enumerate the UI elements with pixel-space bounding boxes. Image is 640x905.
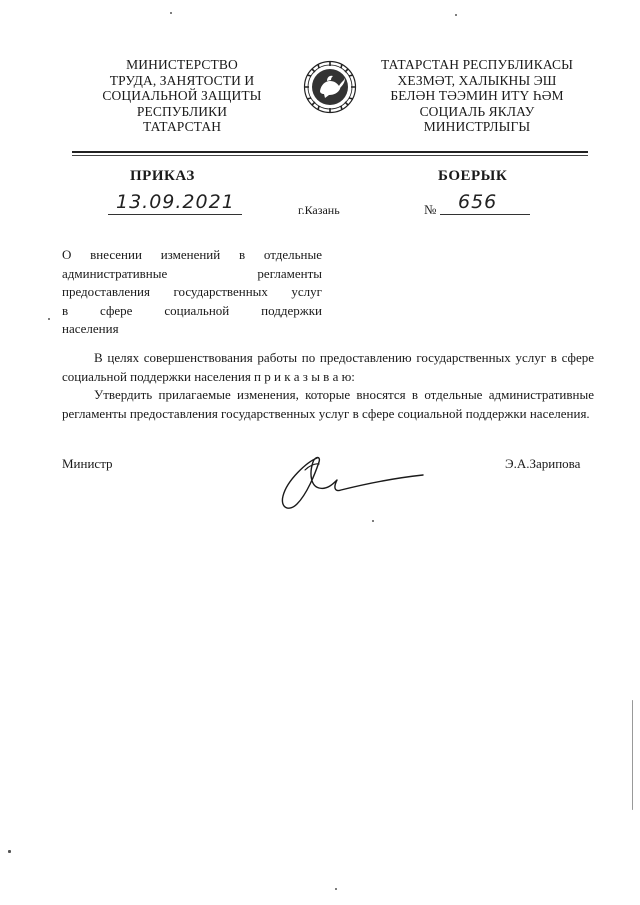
document-body bbox=[62, 349, 594, 423]
ministry-name-ru bbox=[82, 57, 282, 135]
ministry-name-ru-line: РЕСПУБЛИКИ bbox=[136, 103, 228, 119]
scan-edge-line bbox=[632, 700, 633, 810]
handwritten-signature bbox=[275, 448, 425, 518]
ministry-name-ru-line: ТАТАРСТАН bbox=[142, 119, 222, 134]
body-paragraph-2: Утвердить прилагаемые изменения, которые вносятся в отдельные административные регламенты предоставления государственных услуг в сфере социальной поддержки населения. bbox=[62, 387, 594, 421]
scan-speck bbox=[372, 520, 374, 522]
ministry-name-tt bbox=[366, 57, 588, 135]
subject-line: О внесении изменений в отдельные bbox=[62, 247, 322, 262]
scan-speck bbox=[8, 850, 11, 853]
subject-line: административные регламенты bbox=[62, 265, 322, 281]
number-sign: № bbox=[424, 202, 437, 217]
header-divider-thin bbox=[72, 155, 588, 156]
subject-line: в сфере социальной поддержки bbox=[62, 302, 322, 318]
ministry-name-tt-line: БЕЛӘН ТӘЭМИН ИТҮ ҺӘМ bbox=[390, 88, 564, 103]
ministry-name-tt-line: МИНИСТРЛЫГЫ bbox=[423, 119, 531, 134]
ministry-name-tt-line: ТАТАРСТАН РЕСПУБЛИКАСЫ bbox=[380, 57, 574, 72]
ministry-name-ru-line: СОЦИАЛЬНОЙ ЗАЩИТЫ bbox=[102, 88, 262, 103]
number-underline bbox=[440, 214, 530, 215]
document-type-ru: ПРИКАЗ bbox=[130, 168, 195, 184]
body-paragraph-1: В целях совершенствования работы по предоставлению государственных услуг в сфере социальной поддержки населения п р и к а з ы в а ю: bbox=[62, 350, 594, 384]
date-underline bbox=[108, 214, 242, 215]
city-name: г.Казань bbox=[298, 203, 340, 217]
ministry-name-tt-line: ХЕЗМӘТ, ХАЛЫКНЫ ЭШ bbox=[397, 72, 557, 88]
scan-speck bbox=[48, 318, 50, 320]
document-number: 656 bbox=[458, 191, 498, 213]
subject-line: населения bbox=[62, 321, 119, 336]
signatory-position: Министр bbox=[62, 456, 113, 471]
scan-speck bbox=[335, 888, 337, 890]
ministry-name-ru-line: МИНИСТЕРСТВО bbox=[126, 57, 238, 72]
scan-speck bbox=[455, 14, 457, 16]
tatarstan-coat-of-arms-icon bbox=[303, 60, 357, 114]
document-date: 13.09.2021 bbox=[116, 191, 235, 213]
signatory-name: Э.А.Зарипова bbox=[505, 456, 581, 471]
document-subject bbox=[62, 246, 322, 339]
ministry-name-tt-line: СОЦИАЛЬ ЯКЛАУ bbox=[419, 103, 535, 119]
document-type-tt: БОЕРЫК bbox=[438, 168, 508, 184]
scan-speck bbox=[170, 12, 172, 14]
subject-line: предоставления государственных услуг bbox=[62, 284, 322, 299]
header-divider bbox=[72, 151, 588, 153]
ministry-name-ru-line: ТРУДА, ЗАНЯТОСТИ И bbox=[109, 72, 255, 88]
